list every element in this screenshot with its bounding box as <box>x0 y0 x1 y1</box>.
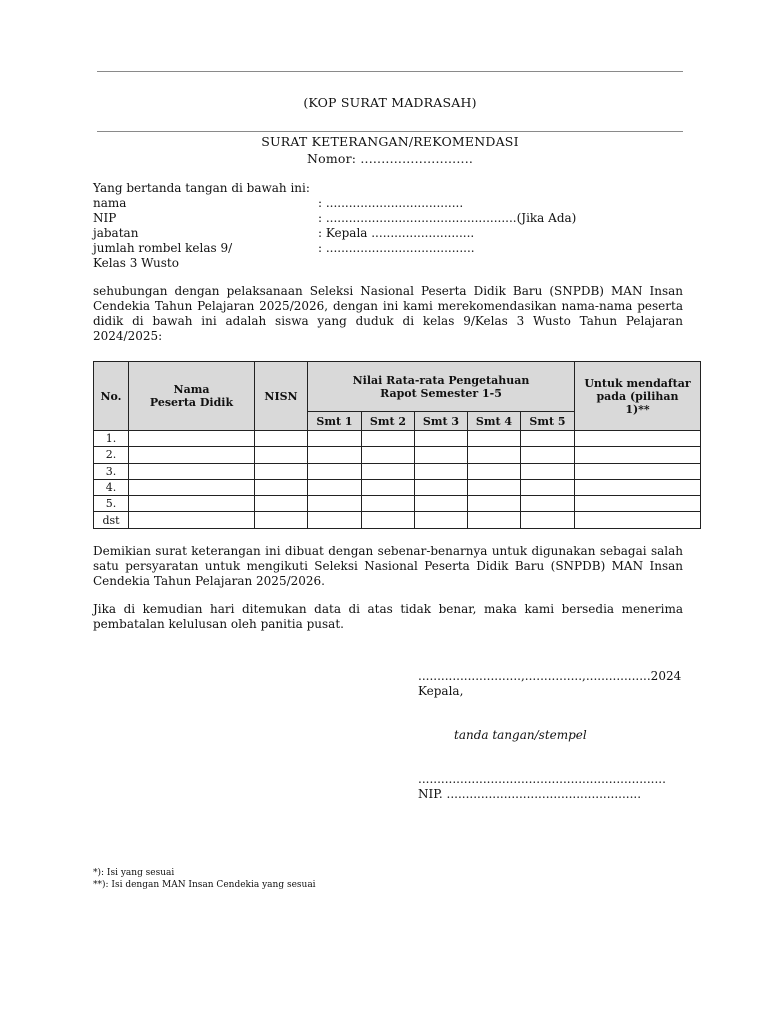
signature-name-line: ................................................................. <box>418 772 666 786</box>
cell-smt3 <box>415 463 468 479</box>
cell-smt1 <box>308 512 362 528</box>
kop-header: (KOP SURAT MADRASAH) <box>303 95 477 110</box>
cell-smt4 <box>468 447 521 463</box>
row-number: 2. <box>94 447 129 463</box>
cell-daftar <box>575 447 701 463</box>
header-nilai: Nilai Rata-rata Pengetahuan Rapot Semester 1-5 <box>308 362 575 412</box>
field-label-kelas: Kelas 3 Wusto <box>93 256 179 270</box>
header-rule-bottom <box>97 131 683 132</box>
field-value-nama: : .................................... <box>318 196 464 210</box>
cell-smt5 <box>521 512 575 528</box>
cell-smt5 <box>521 463 575 479</box>
header-smt-1: Smt 1 <box>308 412 362 431</box>
cell-smt2 <box>362 479 415 495</box>
signature-nip: NIP. ................................................... <box>418 787 642 801</box>
field-value-rombel: : ....................................... <box>318 241 475 255</box>
footnote-2: **): Isi dengan MAN Insan Cendekia yang sesuai <box>93 880 316 890</box>
cell-smt5 <box>521 431 575 447</box>
cell-smt2 <box>362 512 415 528</box>
cell-smt4 <box>468 496 521 512</box>
paragraph-recommendation: sehubungan dengan pelaksanaan Seleksi Nasional Peserta Didik Baru (SNPDB) MAN Insan Cendekia Tahun Pelajaran 2025/2026, dengan ini kami merekomendasikan nama-nama peserta didik di bawah ini adalah siswa yang duduk di kelas 9/Kelas 3 Wusto Tahun Pelajaran 2024/2025: <box>93 284 683 343</box>
table-row <box>94 447 701 463</box>
letter-number: Nomor: ........................... <box>306 151 474 166</box>
cell-smt5 <box>521 496 575 512</box>
cell-smt1 <box>308 496 362 512</box>
table-row <box>94 479 701 495</box>
cell-nama <box>129 496 255 512</box>
header-daftar: Untuk mendaftar pada (pilihan 1)** <box>575 362 701 431</box>
field-label-nama: nama <box>93 196 127 210</box>
cell-smt1 <box>308 479 362 495</box>
cell-smt4 <box>468 463 521 479</box>
signature-place-date: ...........................,...............,.................2024 <box>418 669 682 683</box>
row-number: 3. <box>94 463 129 479</box>
cell-nisn <box>255 463 308 479</box>
cell-smt1 <box>308 447 362 463</box>
cell-daftar <box>575 512 701 528</box>
field-label-rombel: jumlah rombel kelas 9/ <box>93 241 233 255</box>
header-smt-2: Smt 2 <box>362 412 415 431</box>
cell-nama <box>129 479 255 495</box>
intro-text: Yang bertanda tangan di bawah ini: <box>93 181 310 195</box>
cell-nisn <box>255 496 308 512</box>
cell-nisn <box>255 479 308 495</box>
field-label-nip: NIP <box>93 211 117 225</box>
table-row <box>94 463 701 479</box>
cell-nisn <box>255 447 308 463</box>
header-smt-4: Smt 4 <box>468 412 521 431</box>
table-row <box>94 431 701 447</box>
cell-nama <box>129 431 255 447</box>
cell-nama <box>129 447 255 463</box>
cell-smt3 <box>415 479 468 495</box>
table-row <box>94 512 701 528</box>
student-grade-table <box>93 361 701 529</box>
cell-daftar <box>575 479 701 495</box>
cell-nama <box>129 463 255 479</box>
cell-smt4 <box>468 431 521 447</box>
field-value-jabatan: : Kepala ........................... <box>318 226 475 240</box>
letter-title: SURAT KETERANGAN/REKOMENDASI <box>261 134 519 149</box>
footnote-1: *): Isi yang sesuai <box>93 868 175 878</box>
cell-smt3 <box>415 496 468 512</box>
cell-smt2 <box>362 431 415 447</box>
cell-smt3 <box>415 431 468 447</box>
cell-smt3 <box>415 512 468 528</box>
field-value-nip: : ..................................................(Jika Ada) <box>318 211 577 225</box>
table-row <box>94 496 701 512</box>
signature-stamp-label: tanda tangan/stempel <box>454 728 587 742</box>
header-smt-3: Smt 3 <box>415 412 468 431</box>
cell-smt4 <box>468 512 521 528</box>
row-number: dst <box>94 512 129 528</box>
header-rule-top <box>97 71 683 72</box>
cell-smt1 <box>308 463 362 479</box>
paragraph-disclaimer: Jika di kemudian hari ditemukan data di atas tidak benar, maka kami bersedia menerima pembatalan kelulusan oleh panitia pusat. <box>93 602 683 631</box>
cell-nama <box>129 512 255 528</box>
cell-daftar <box>575 431 701 447</box>
row-number: 4. <box>94 479 129 495</box>
header-smt-5: Smt 5 <box>521 412 575 431</box>
paragraph-closing: Demikian surat keterangan ini dibuat dengan sebenar-benarnya untuk digunakan sebagai salah satu persyaratan untuk mengikuti Seleksi Nasional Peserta Didik Baru (SNPDB) MAN Insan Cendekia Tahun Pelajaran 2025/2026. <box>93 544 683 588</box>
field-label-jabatan: jabatan <box>93 226 139 240</box>
cell-smt5 <box>521 447 575 463</box>
header-nisn: NISN <box>255 362 308 431</box>
cell-smt1 <box>308 431 362 447</box>
cell-smt5 <box>521 479 575 495</box>
header-no: No. <box>94 362 129 431</box>
cell-nisn <box>255 431 308 447</box>
cell-nisn <box>255 512 308 528</box>
row-number: 1. <box>94 431 129 447</box>
signature-role: Kepala, <box>418 684 464 698</box>
cell-smt2 <box>362 496 415 512</box>
cell-daftar <box>575 463 701 479</box>
cell-smt2 <box>362 447 415 463</box>
cell-smt2 <box>362 463 415 479</box>
cell-smt3 <box>415 447 468 463</box>
header-nama: Nama Peserta Didik <box>129 362 255 431</box>
cell-smt4 <box>468 479 521 495</box>
cell-daftar <box>575 496 701 512</box>
row-number: 5. <box>94 496 129 512</box>
